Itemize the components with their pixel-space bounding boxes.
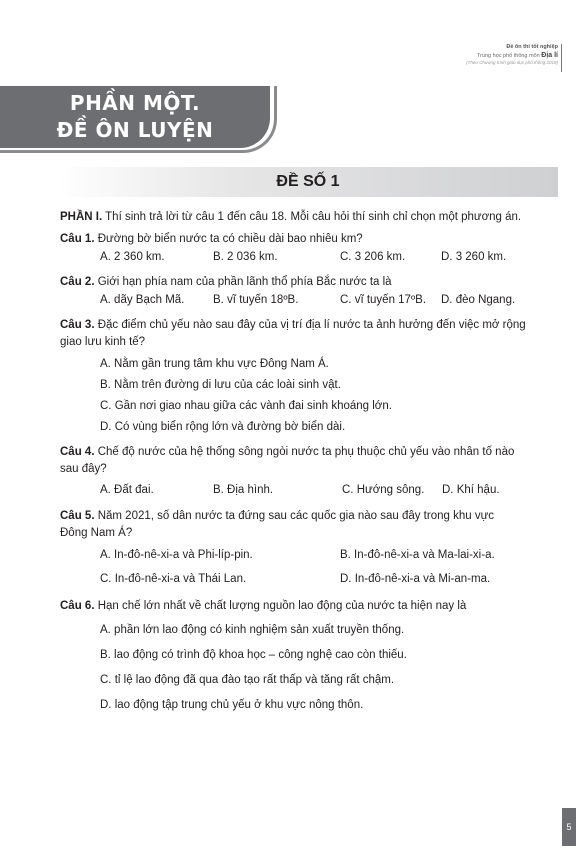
option-b[interactable]: B. Địa hình. — [213, 484, 274, 496]
option-d[interactable]: D. 3 260 km. — [441, 251, 507, 263]
part-instructions — [60, 209, 560, 226]
exam-content — [60, 209, 560, 715]
option-c[interactable]: C. 3 206 km. — [340, 251, 406, 263]
exam-title: ĐỀ SỐ 1 — [276, 173, 340, 190]
option-a[interactable]: A. phần lớn lao động có kinh nghiệm sản xuất truyền thống. — [100, 624, 405, 636]
question-text: Hạn chế lớn nhất về chất lượng nguồn lao động của nước ta hiện nay là — [94, 600, 467, 612]
option-b[interactable]: B. In-đô-nê-xi-a và Ma-lai-xi-a. — [340, 549, 495, 561]
question-text-cont: Đông Nam Á? — [60, 527, 133, 539]
option-d[interactable]: D. đèo Ngang. — [441, 294, 516, 306]
option-d[interactable]: D. Khí hậu. — [442, 484, 500, 496]
option-b[interactable]: B. Nằm trên đường di lưu của các loài sinh vật. — [100, 379, 341, 391]
header-subject: Địa lí — [541, 52, 558, 60]
option-b[interactable]: B. lao động có trình độ khoa học – công nghệ cao còn thiếu. — [100, 649, 407, 661]
question-3 — [60, 317, 560, 351]
option-c[interactable]: C. vĩ tuyến 17ºB. — [340, 294, 427, 306]
option-c[interactable]: C. tỉ lệ lao động đã qua đào tạo rất thấp và tăng rất chậm. — [100, 674, 395, 686]
banner-line-1: PHẦN MỘT. — [69, 91, 201, 115]
question-text-cont: giao lưu kinh tế? — [60, 336, 146, 348]
page-number: 5 — [562, 808, 576, 846]
option-a[interactable]: A. In-đô-nê-xi-a và Phi-líp-pin. — [100, 549, 253, 561]
section-banner-title — [0, 90, 270, 144]
question-5-options-row-1 — [60, 542, 560, 566]
question-1 — [60, 231, 560, 248]
question-1-options — [60, 248, 560, 269]
header-curriculum-note: (Theo Chương trình giáo dục phổ thông 2018) — [466, 60, 558, 66]
part-text: Thí sinh trả lời từ câu 1 đến câu 18. Mỗi câu hỏi thí sinh chỉ chọn một phương án. — [102, 211, 522, 223]
option-a[interactable]: A. dãy Bạch Mã. — [100, 294, 185, 306]
question-text: Đặc điểm chủ yếu nào sau đây của vị trí địa lí nước ta ảnh hưởng đến việc mở rộng — [94, 319, 526, 331]
question-2 — [60, 274, 560, 291]
question-label: Câu 5. — [60, 510, 95, 522]
option-d[interactable]: D. Có vùng biển rộng lớn và đường bờ biển dài. — [100, 421, 346, 433]
question-6 — [60, 598, 560, 615]
option-c[interactable]: C. Gần nơi giao nhau giữa các vành đai sinh khoáng lớn. — [100, 400, 392, 412]
question-label: Câu 3. — [60, 319, 95, 331]
header-book-title: Đề ôn thi tốt nghiệp — [506, 44, 558, 50]
option-a[interactable]: A. Nằm gần trung tâm khu vực Đông Nam Á. — [100, 358, 329, 370]
question-text: Chế độ nước của hệ thống sông ngòi nước ta phụ thuộc chủ yếu vào nhân tố nào — [94, 446, 515, 458]
header-subject-line — [388, 51, 558, 60]
question-2-options — [60, 291, 560, 312]
question-4-options — [60, 478, 560, 500]
option-a[interactable]: A. Đất đai. — [100, 484, 154, 496]
header-rule — [561, 44, 562, 72]
question-label: Câu 2. — [60, 276, 95, 288]
option-a[interactable]: A. 2 360 km. — [100, 251, 165, 263]
option-b[interactable]: B. 2 036 km. — [213, 251, 278, 263]
option-c[interactable]: C. In-đô-nê-xi-a và Thái Lan. — [100, 573, 247, 585]
header-subject-prefix: Trung học phổ thông môn — [476, 53, 540, 60]
question-text: Đường bờ biển nước ta có chiều dài bao nhiêu km? — [94, 233, 363, 245]
question-5 — [60, 508, 560, 542]
option-d[interactable]: D. lao động tập trung chủ yếu ở khu vực nông thôn. — [100, 699, 364, 711]
option-b[interactable]: B. vĩ tuyến 18ºB. — [213, 294, 299, 306]
question-label: Câu 1. — [60, 233, 95, 245]
part-label: PHẦN I. — [60, 211, 103, 223]
question-text-cont: sau đây? — [60, 463, 107, 475]
running-header — [388, 44, 558, 66]
option-d[interactable]: D. In-đô-nê-xi-a và Mi-an-ma. — [340, 573, 491, 585]
question-label: Câu 6. — [60, 600, 95, 612]
question-text: Giới hạn phía nam của phần lãnh thổ phía Bắc nước ta là — [94, 276, 392, 288]
question-label: Câu 4. — [60, 446, 95, 458]
question-4 — [60, 444, 560, 478]
question-text: Năm 2021, số dân nước ta đứng sau các quốc gia nào sau đây trong khu vực — [94, 510, 495, 522]
question-5-options-row-2 — [60, 566, 560, 590]
option-c[interactable]: C. Hướng sông. — [342, 484, 425, 496]
banner-line-2: ĐỀ ÔN LUYỆN — [56, 118, 214, 142]
